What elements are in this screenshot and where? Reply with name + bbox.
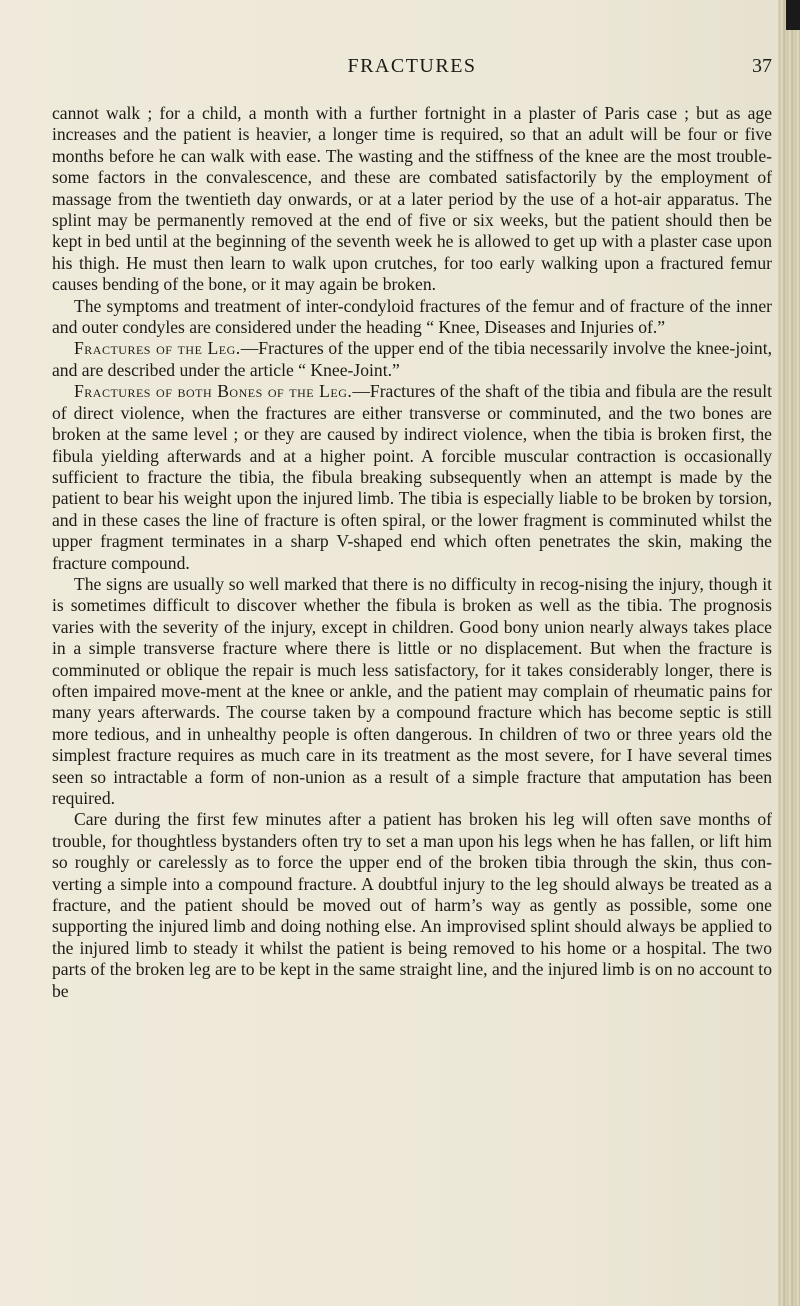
paragraph bbox=[52, 296, 772, 339]
paragraph bbox=[52, 381, 772, 574]
running-title: FRACTURES bbox=[347, 55, 477, 77]
page-edge bbox=[778, 0, 800, 1306]
paragraph-text: —Fractures of the shaft of the tibia and fibula are the result of direct violence, when the fractures are either transverse or comminuted, and the two bones are broken at the same level ; or they are caused by indirect violence, when the tibia is broken first, the fibula yielding afterwards and at a higher point. A forcible muscular contraction is occasionally sufficient to fracture the tibia, the fibula breaking subsequently when an attempt is made by the patient to bear his weight upon the injured limb. The tibia is especially liable to be broken by torsion, and in these cases the line of fracture is often spiral, or the lower fragment is comminuted whilst the upper fragment terminates in a sharp V-shaped end which often penetrates the skin, making the fracture compound. bbox=[52, 381, 772, 573]
paragraph bbox=[52, 574, 772, 809]
paragraph-text: cannot walk ; for a child, a month with a further fortnight in a plaster of Paris case ; but as age increases and the patient is heavier, a longer time is required, so that an adult will be four or five months before he can walk with ease. The wasting and the stiffness of the knee are the most trouble-some factors in the convalescence, and these are combated satisfactorily by the employment of massage from the twentieth day onwards, or at a later period by the use of a hot-air apparatus. The splint may be permanently removed at the end of five or six weeks, but the patient should then be kept in bed until at the beginning of the seventh week he is allowed to get up with a plaster case upon his thigh. He must then learn to walk upon crutches, for too early walking upon a fractured femur causes bending of the bone, or it may again be broken. bbox=[52, 103, 772, 295]
section-heading: Fractures of the Leg. bbox=[74, 338, 241, 359]
paragraph-text: —Fractures of the upper end of the tibia necessarily involve the knee-joint, and are described under the article “ Knee-Joint.” bbox=[52, 338, 772, 380]
paragraph bbox=[52, 103, 772, 296]
paragraph-text: The symptoms and treatment of inter-condyloid fractures of the femur and of fracture of the inner and outer condyles are considered under the heading “ Knee, Diseases and Injuries of.” bbox=[52, 295, 772, 338]
paragraph bbox=[52, 338, 772, 381]
page-corner bbox=[786, 0, 800, 30]
paragraph bbox=[52, 809, 772, 1002]
paragraph-text: The signs are usually so well marked that there is no difficulty in recog-nising the injury, though it is sometimes difficult to discover whether the fibula is broken as well as the tibia. The prognosis varies with the severity of the injury, except in children. Good bony union nearly always takes place in a simple transverse fracture where there is little or no displacement. But when the fracture is comminuted or oblique the repair is much less satisfactory, for it takes considerably longer, there is often impaired move-ment at the knee or ankle, and the patient may complain of rheumatic pains for many years afterwards. The course taken by a compound fracture which has become septic is still more tedious, and in unhealthy people is often dangerous. In children of two or three years old the simplest fracture requires as much care in its treatment as the most severe, for I have several times seen so intractable a form of non-union as a result of a simple fracture that amputation has been required. bbox=[52, 573, 772, 808]
page-number: 37 bbox=[752, 55, 772, 77]
paragraph-text: Care during the first few minutes after a patient has broken his leg will often save months of trouble, for thoughtless bystanders often try to set a man upon his legs when he has fallen, or lift him so roughly or carelessly as to force the upper end of the broken tibia through the skin, thus con-verting a simple into a compound fracture. A doubtful injury to the leg should always be treated as a fracture, and the patient should be moved out of harm’s way as gently as possible, some one supporting the injured limb and doing nothing else. An improvised splint should always be applied to the injured limb to steady it whilst the patient is being removed to his home or a hospital. The two parts of the broken leg are to be kept in the same straight line, and the injured limb is on no account to be bbox=[52, 809, 772, 1001]
body-text bbox=[52, 103, 772, 1002]
page-header bbox=[52, 55, 772, 81]
section-heading: Fractures of both Bones of the Leg. bbox=[74, 381, 353, 402]
